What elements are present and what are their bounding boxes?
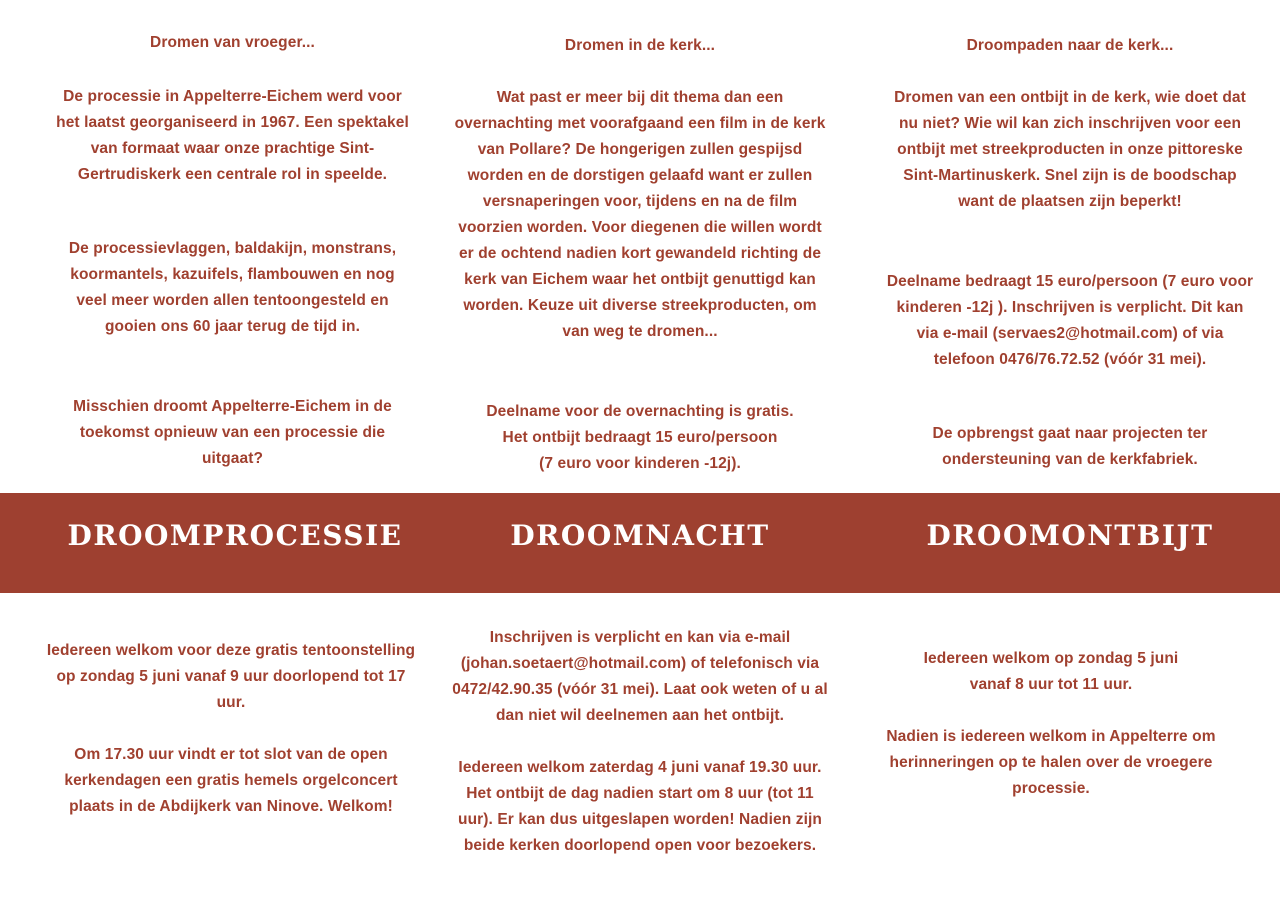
dreambreakfast-intro	[884, 33, 1256, 473]
dreambreakfast-details	[884, 646, 1218, 802]
title-droomnacht: DROOMNACHT	[510, 519, 770, 552]
dreamnight-intro	[450, 33, 830, 477]
dreamnight-pricing-line-3: (7 euro voor kinderen -12j).	[539, 455, 741, 472]
dreambreakfast-pricing: Deelname bedraagt 15 euro/persoon (7 euro voor kinderen -12j ). Inschrijven is verplicht. Dit kan via e-mail (servaes2@hotmail.com) of via telefoon 0476/76.72.52 (vóór 31 mei).	[886, 273, 1254, 368]
dreamnight-pricing	[450, 399, 830, 477]
dreamnight-description: Wat past er meer bij dit thema dan een overnachting met voorafgaand een film in de kerk van Pollare? De hongerigen zullen gespijsd worden en de dorstigen gelaafd want er zullen versnaperingen voor, tijdens en na de film voorzien worden. Voor diegenen die willen wordt er de ochtend nadien kort gewandeld richting de kerk van Eichem waar het ontbijt genuttigd kan worden. Keuze uit diverse streekproducten, om van weg te dromen...	[454, 89, 826, 340]
dreamnight-registration: Inschrijven is verplicht en kan via e-mail (johan.soetaert@hotmail.com) of telefonisch via 0472/42.90.35 (vóór 31 mei). Laat ook weten of u al dan niet wil deelnemen aan het ontbijt.	[452, 629, 828, 724]
procession-heading: Dromen van vroeger...	[150, 34, 315, 51]
procession-exhibit-text: De processievlaggen, baldakijn, monstrans, koormantels, kazuifels, flambouwen en nog veel meer worden allen tentoongesteld en gooien ons 60 jaar terug de tijd in.	[68, 240, 397, 335]
dreamnight-pricing-line-1: Deelname voor de overnachting is gratis.	[486, 403, 794, 420]
procession-organ-concert: Om 17.30 uur vindt er tot slot van de open kerkendagen een gratis hemels orgelconcert plaats in de Abdijkerk van Ninove. Welkom!	[64, 746, 398, 815]
dreambreakfast-afterwards: Nadien is iedereen welkom in Appelterre om herinneringen op te halen over de vroegere processie.	[886, 728, 1216, 797]
dreambreakfast-schedule-line-2: vanaf 8 uur tot 11 uur.	[969, 676, 1133, 693]
dreambreakfast-description: Dromen van een ontbijt in de kerk, wie doet dat nu niet? Wie wil kan zich inschrijven voor een ontbijt met streekproducten in onze pittoreske Sint-Martinuskerk. Snel zijn is de boodschap want de plaatsen zijn beperkt!	[894, 89, 1246, 210]
procession-history-text: De processie in Appelterre-Eichem werd voor het laatst georganiseerd in 1967. Een spektakel van formaat waar onze prachtige Sint-Gertrudiskerk een centrale rol in speelde.	[56, 88, 409, 183]
title-droomontbijt: DROOMONTBIJT	[926, 519, 1214, 552]
dreamnight-schedule: Iedereen welkom zaterdag 4 juni vanaf 19.30 uur. Het ontbijt de dag nadien start om 8 uur (tot 11 uur). Er kan dus uitgeslapen worden! Nadien zijn beide kerken doorlopend open voor bezoekers.	[458, 759, 822, 854]
dreamnight-pricing-line-2: Het ontbijt bedraagt 15 euro/persoon	[502, 429, 778, 446]
dreambreakfast-schedule	[884, 646, 1218, 698]
procession-future-text: Misschien droomt Appelterre-Eichem in de toekomst opnieuw van een processie die uitgaat?	[73, 398, 392, 467]
dreamnight-heading: Dromen in de kerk...	[564, 37, 716, 54]
title-band	[0, 493, 1280, 593]
procession-opening-hours: Iedereen welkom voor deze gratis tentoonstelling op zondag 5 juni vanaf 9 uur doorlopend tot 17 uur.	[46, 642, 416, 711]
procession-intro	[50, 30, 415, 472]
dreambreakfast-proceeds: De opbrengst gaat naar projecten ter ondersteuning van de kerkfabriek.	[932, 425, 1208, 468]
dreambreakfast-schedule-line-1: Iedereen welkom op zondag 5 juni	[923, 650, 1179, 667]
dreambreakfast-heading: Droompaden naar de kerk...	[966, 37, 1174, 54]
dreamnight-details	[450, 625, 830, 859]
procession-details	[44, 638, 418, 820]
title-droomprocessie: DROOMPROCESSIE	[67, 519, 403, 552]
